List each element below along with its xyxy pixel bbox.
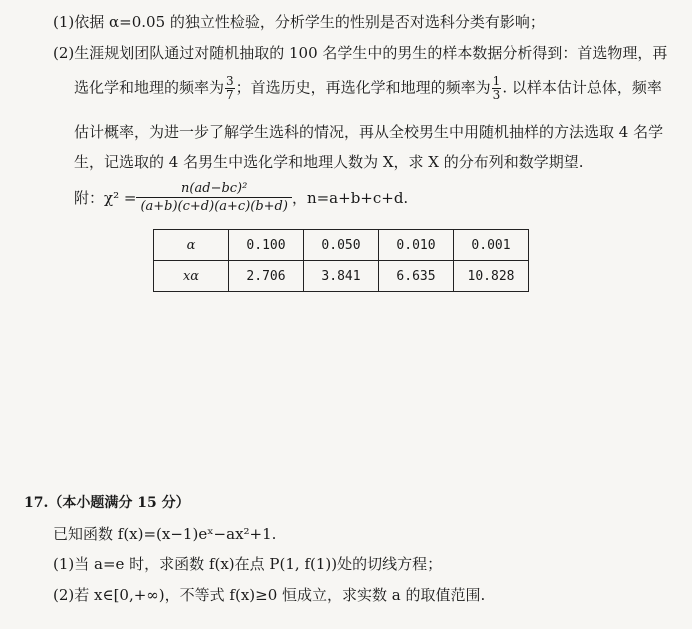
part2-line1: (2)生涯规划团队通过对随机抽取的 100 名学生中的男生的样本数据分析得到：首选物理，再 — [53, 44, 668, 62]
part2-line2-a: 选化学和地理的频率为 — [74, 78, 225, 97]
formula-fraction — [136, 181, 292, 214]
problem17-title: 17.（本小题满分 15 分） — [24, 495, 190, 511]
table-cell: 6.635 — [379, 261, 454, 292]
table-cell: 0.001 — [454, 230, 529, 261]
table-cell: 0.100 — [229, 230, 304, 261]
table-cell: α — [154, 230, 229, 261]
table-row-alpha — [154, 230, 529, 261]
formula-numerator: n(ad−bc)² — [136, 181, 292, 198]
part2-line4: 生，记选取的 4 名男生中选化学和地理人数为 X，求 X 的分布列和数学期望. — [74, 153, 584, 171]
table-cell: 10.828 — [454, 261, 529, 292]
part2-line3: 估计概率，为进一步了解学生选科的情况，再从全校男生中用随机抽样的方法选取 4 名学 — [74, 123, 664, 141]
table-cell: 0.010 — [379, 230, 454, 261]
frac2-den: 3 — [492, 87, 501, 102]
formula-lead: 附：χ² = — [74, 189, 137, 207]
problem17-q1: (1)当 a=e 时，求函数 f(x)在点 P(1, f(1))处的切线方程； — [53, 555, 443, 573]
table-cell: 3.841 — [304, 261, 379, 292]
part1-text: (1)依据 α=0.05 的独立性检验，分析学生的性别是否对选科分类有影响； — [53, 13, 545, 31]
frac1-num: 3 — [226, 74, 234, 88]
frac1-den: 7 — [226, 87, 234, 102]
table-cell: xα — [154, 261, 229, 292]
fraction-one-third — [492, 75, 502, 101]
problem17-given: 已知函数 f(x)=(x−1)eˣ−ax²+1. — [53, 525, 277, 543]
problem17-q2: (2)若 x∈[0,+∞)，不等式 f(x)≥0 恒成立，求实数 a 的取值范围. — [53, 586, 486, 604]
fraction-three-sevenths — [225, 75, 235, 101]
part2-line2-b: ；首选历史，再选化学和地理的频率为 — [235, 78, 491, 97]
part2-line2-c: . 以样本估计总体，频率 — [502, 78, 662, 97]
critical-value-table — [153, 229, 529, 292]
frac2-num: 1 — [492, 74, 501, 88]
table-cell: 2.706 — [229, 261, 304, 292]
table-row-critical — [154, 261, 529, 292]
table-cell: 0.050 — [304, 230, 379, 261]
chi-square-formula — [74, 181, 408, 214]
formula-denominator: (a+b)(c+d)(a+c)(b+d) — [140, 199, 288, 214]
part2-line2 — [74, 75, 662, 101]
formula-tail: ，n=a+b+c+d. — [291, 189, 409, 207]
